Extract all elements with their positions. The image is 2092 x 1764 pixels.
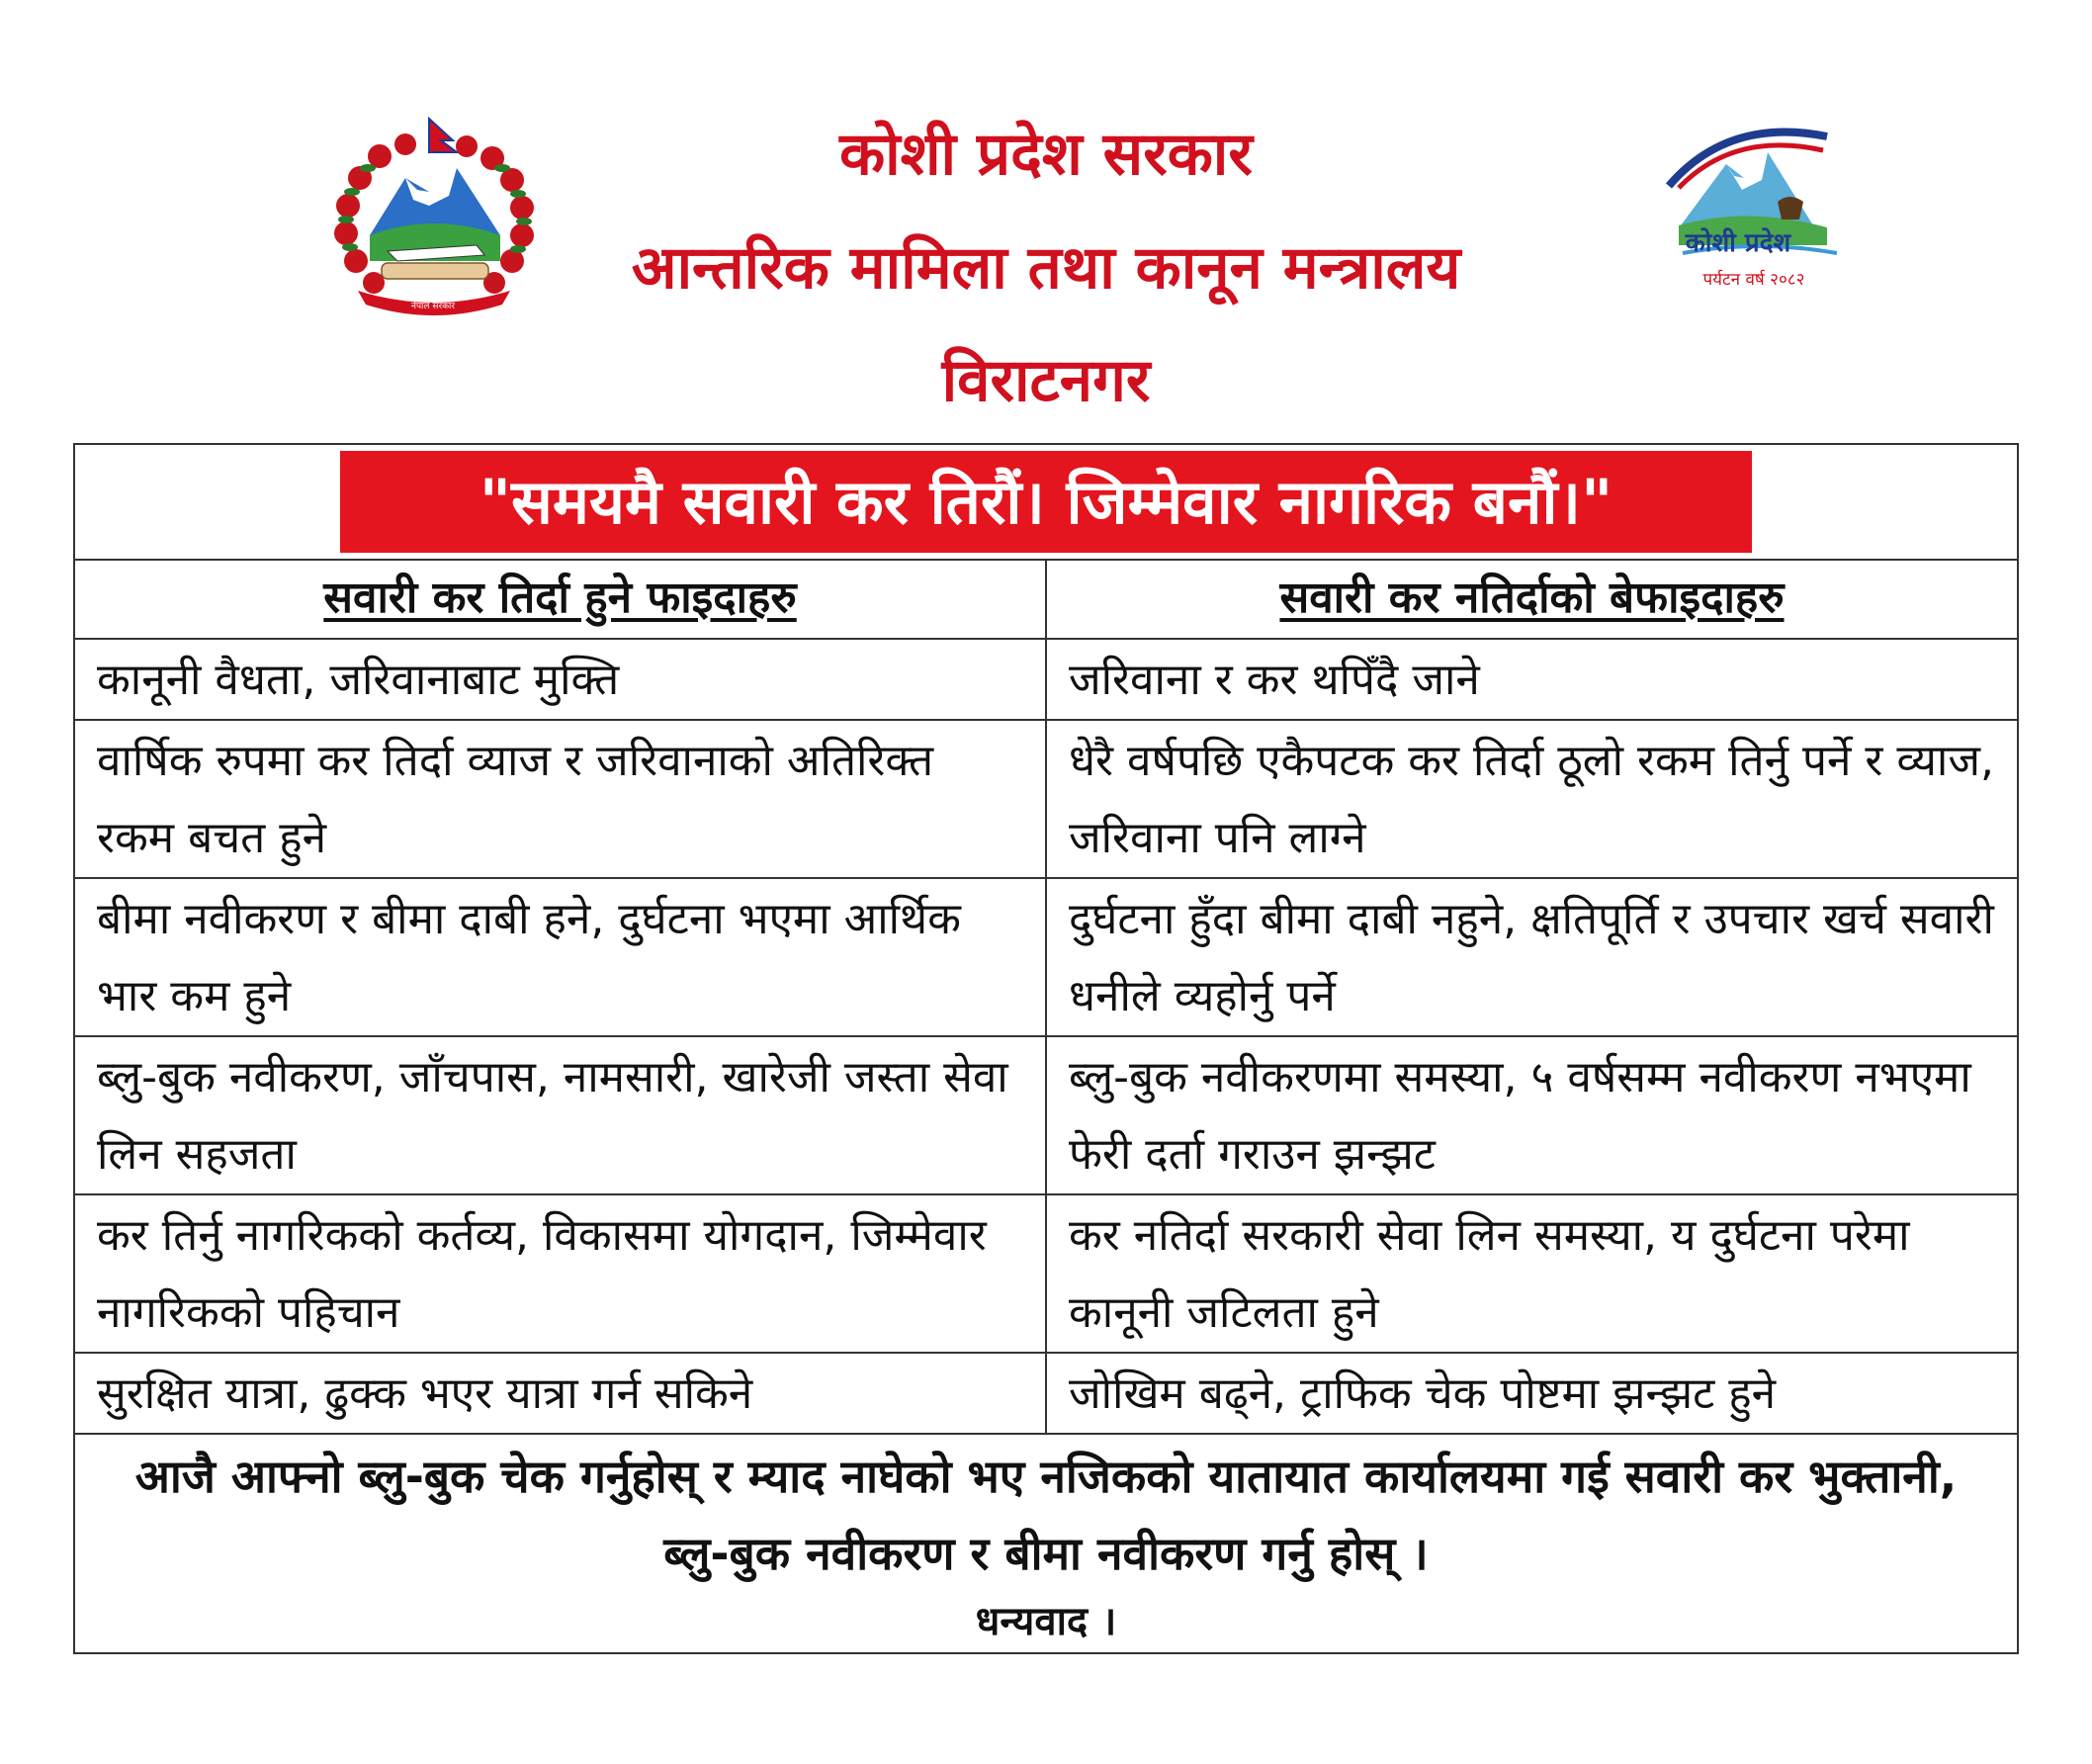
- svg-text:कोशी प्रदेश: कोशी प्रदेश: [1685, 228, 1791, 258]
- header: [0, 0, 2092, 440]
- benefit-cell: सुरक्षित यात्रा, ढुक्क भएर यात्रा गर्न सकिने: [75, 1353, 1046, 1434]
- table-row: [75, 1194, 2017, 1353]
- drawback-cell: जोखिम बढ्ने, ट्राफिक चेक पोष्टमा झन्झट हुने: [1046, 1353, 2017, 1434]
- drawback-cell: धेरै वर्षपछि एकैपटक कर तिर्दा ठूलो रकम तिर्नु पर्ने र व्याज, जरिवाना पनि लाग्ने: [1046, 720, 2017, 878]
- slogan-banner: "समयमै सवारी कर तिरौं। जिम्मेवार नागरिक बनौं।": [340, 451, 1752, 553]
- footer-notice: [75, 1420, 2017, 1652]
- drawback-cell: ब्लु-बुक नवीकरणमा समस्या, ५ वर्षसम्म नवीकरण नभएमा फेरी दर्ता गराउन झन्झट: [1046, 1036, 2017, 1194]
- table-header-row: [75, 559, 2017, 639]
- city-title: विराटनगर: [941, 346, 1151, 415]
- benefit-cell: बीमा नवीकरण र बीमा दाबी हने, दुर्घटना भएमा आर्थिक भार कम हुने: [75, 878, 1046, 1036]
- footer-instruction: आजै आफ्नो ब्लु-बुक चेक गर्नुहोस् र म्याद नाघेको भए नजिकको यातायात कार्यालयमा गई सवारी कर भुक्तानी, ब्लु-बुक नवीकरण र बीमा नवीकरण गर्नु होस् ।: [134, 1450, 1958, 1580]
- benefit-cell: ब्लु-बुक नवीकरण, जाँचपास, नामसारी, खारेजी जस्ता सेवा लिन सहजता: [75, 1036, 1046, 1194]
- government-title: कोशी प्रदेश सरकार: [839, 120, 1253, 189]
- drawback-cell: दुर्घटना हुँदा बीमा दाबी नहुने, क्षतिपूर्ति र उपचार खर्च सवारी धनीले व्यहोर्नु पर्ने: [1046, 878, 2017, 1036]
- benefit-cell: वार्षिक रुपमा कर तिर्दा व्याज र जरिवानाको अतिरिक्त रकम बचत हुने: [75, 720, 1046, 878]
- koshi-tourism-logo-icon: [1639, 117, 1863, 307]
- drawbacks-header: सवारी कर नतिर्दाको बेफाइदाहरु: [1046, 559, 2017, 639]
- table-row: [75, 639, 2017, 720]
- comparison-table: [75, 559, 2017, 1435]
- table-row: [75, 720, 2017, 878]
- footer-thanks: धन्यवाद ।: [975, 1599, 1117, 1644]
- svg-text:नेपाल सरकार: नेपाल सरकार: [410, 302, 456, 311]
- benefit-cell: कानूनी वैधता, जरिवानाबाट मुक्ति: [75, 639, 1046, 720]
- notice-box: [73, 443, 2019, 1654]
- benefit-cell: कर तिर्नु नागरिकको कर्तव्य, विकासमा योगदान, जिम्मेवार नागरिकको पहिचान: [75, 1194, 1046, 1353]
- slogan-row: [75, 445, 2017, 561]
- svg-text:पर्यटन वर्ष २०८२: पर्यटन वर्ष २०८२: [1702, 270, 1805, 290]
- drawback-cell: कर नतिर्दा सरकारी सेवा लिन समस्या, य दुर्घटना परेमा कानूनी जटिलता हुने: [1046, 1194, 2017, 1353]
- benefits-header: सवारी कर तिर्दा हुने फाइदाहरु: [75, 559, 1046, 639]
- table-row: [75, 878, 2017, 1036]
- table-row: [75, 1036, 2017, 1194]
- drawback-cell: जरिवाना र कर थपिँदै जाने: [1046, 639, 2017, 720]
- ministry-title: आन्तरिक मामिला तथा कानून मन्त्रालय: [631, 233, 1461, 303]
